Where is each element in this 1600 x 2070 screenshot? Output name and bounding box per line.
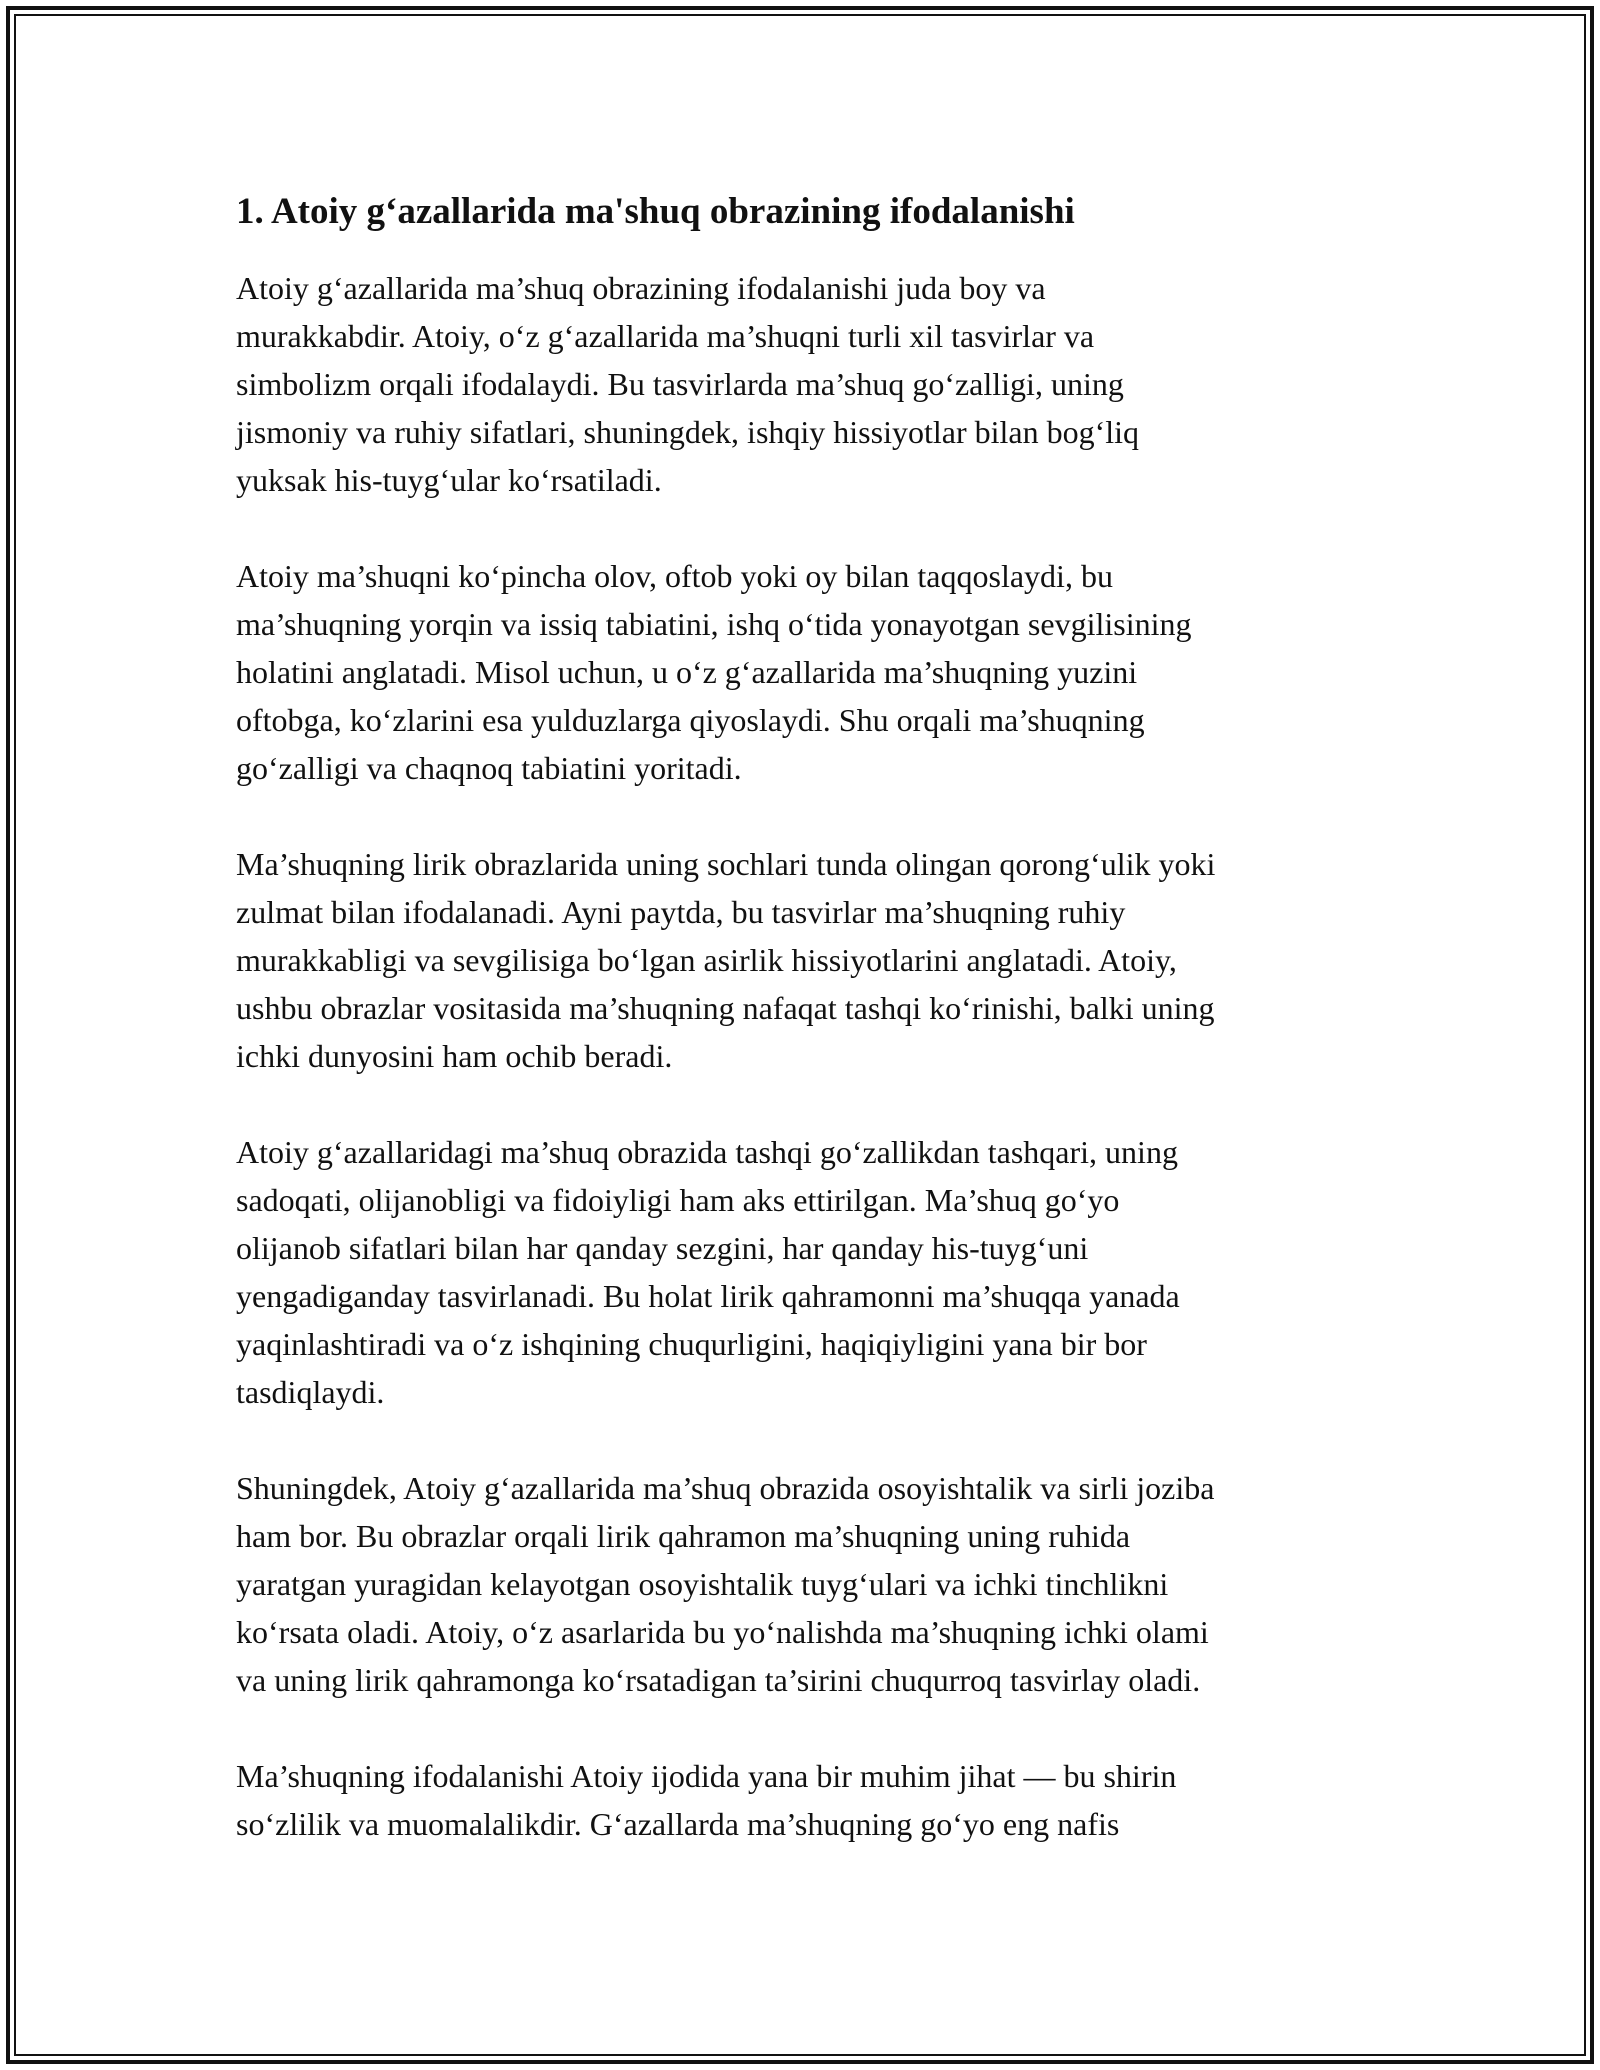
paragraph-5: Shuningdek, Atoiy g‘azallarida ma’shuq obrazida osoyishtalik va sirli joziba ham bor. Bu obrazlar orqali lirik qahramon ma’shuqning uning ruhida yaratgan yuragidan kelayotgan osoyishtalik tuyg‘ulari va ichki tinchlikni ko‘rsata oladi. Atoiy, o‘z asarlarida bu yo‘nalishda ma’shuqning ichki olami va uning lirik qahramonga ko‘rsatadigan ta’sirini chuqurroq tasvirlay oladi.: [236, 1470, 1215, 1698]
paragraph-1: Atoiy g‘azallarida ma’shuq obrazining ifodalanishi juda boy va murakkabdir. Atoiy, o‘z g‘azallarida ma’shuqni turli xil tasvirlar va simbolizm orqali ifodalaydi. Bu tasvirlarda ma’shuq go‘zalligi, uning jismoniy va ruhiy sifatlari, shuningdek, ishqiy hissiyotlar bilan bog‘liq yuksak his-tuyg‘ular ko‘rsatiladi.: [236, 270, 1140, 498]
document-body: [236, 190, 1366, 1896]
paragraph-6: Ma’shuqning ifodalanishi Atoiy ijodida yana bir muhim jihat — bu shirin so‘zlilik va muomalalikdir. G‘azallarda ma’shuqning go‘yo eng nafis: [236, 1758, 1177, 1842]
section-title: 1. Atoiy g‘azallarida ma'shuq obrazining ifodalanishi: [236, 191, 1075, 232]
paragraph-4: Atoiy g‘azallaridagi ma’shuq obrazida tashqi go‘zallikdan tashqari, uning sadoqati, olijanobligi va fidoiyligi ham aks ettirilgan. Ma’shuq go‘yo olijanob sifatlari bilan har qanday sezgini, har qanday his-tuyg‘uni yengadiganday tasvirlanadi. Bu holat lirik qahramonni ma’shuqqa yanada yaqinlashtiradi va o‘z ishqining chuqurligini, haqiqiyligini yana bir bor tasdiqlaydi.: [236, 1134, 1180, 1410]
paragraph-3: Ma’shuqning lirik obrazlarida uning sochlari tunda olingan qorong‘ulik yoki zulmat bilan ifodalanadi. Ayni paytda, bu tasvirlar ma’shuqning ruhiy murakkabligi va sevgilisiga bo‘lgan asirlik hissiyotlarini anglatadi. Atoiy, ushbu obrazlar vositasida ma’shuqning nafaqat tashqi ko‘rinishi, balki uning ichki dunyosini ham ochib beradi.: [236, 846, 1216, 1074]
paragraph-2: Atoiy ma’shuqni ko‘pincha olov, oftob yoki oy bilan taqqoslaydi, bu ma’shuqning yorqin va issiq tabiatini, ishq o‘tida yonayotgan sevgilisining holatini anglatadi. Misol uchun, u o‘z g‘azallarida ma’shuqning yuzini oftobga, ko‘zlarini esa yulduzlarga qiyoslaydi. Shu orqali ma’shuqning go‘zalligi va chaqnoq tabiatini yoritadi.: [236, 558, 1192, 786]
